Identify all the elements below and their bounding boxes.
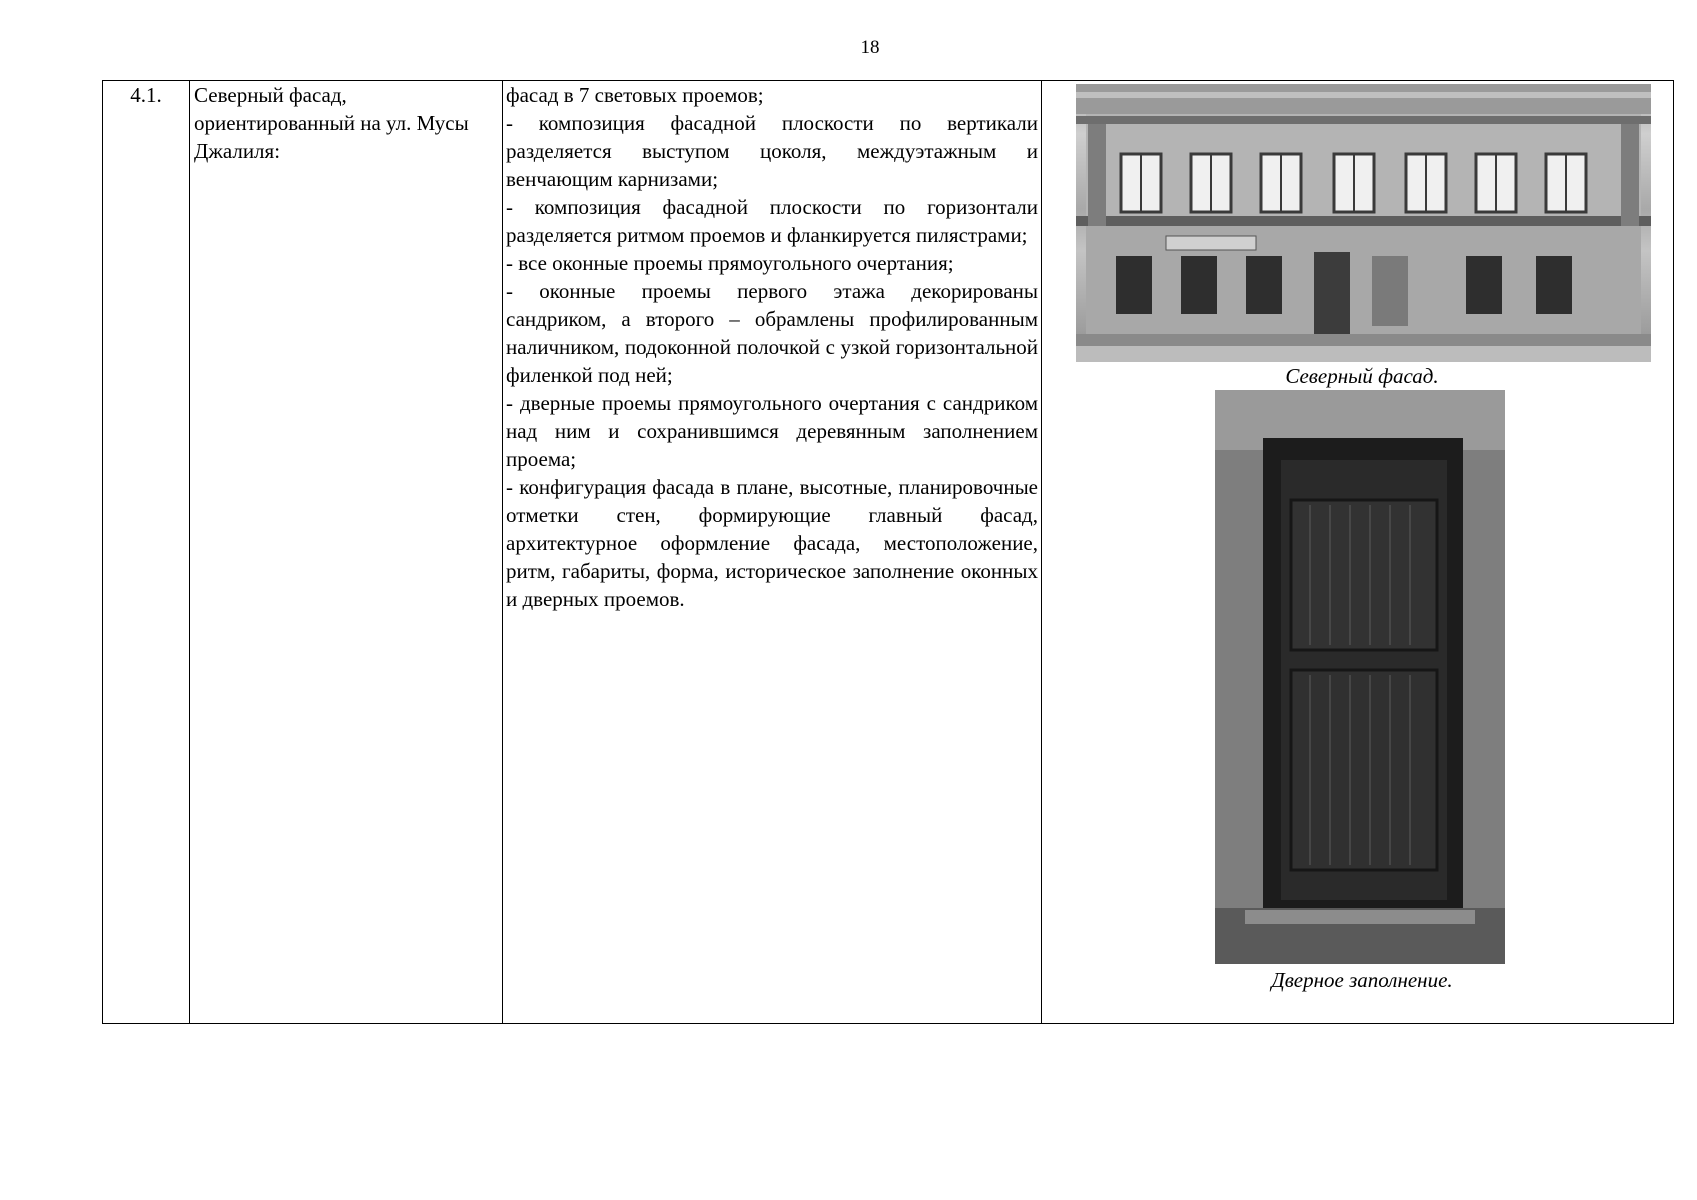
door-filling-photo [1215,390,1505,964]
description-line: - все оконные проемы прямоугольного очертания; [506,251,954,275]
description-line: - композиция фасадной плоскости по вертикали разделяется выступом цоколя, междуэтажным и венчающим карнизами; [506,111,1038,191]
table-row [103,81,1674,1024]
north-facade-caption: Северный фасад. [1285,364,1439,388]
description-line: - оконные проемы первого этажа декорированы сандриком, а второго – обрамлены профилированным наличником, подоконной полочкой с узкой горизонтальной филенкой под ней; [506,279,1038,387]
north-facade-photo [1076,84,1651,362]
page-number: 18 [860,37,880,58]
row-item-name: Северный фасад, ориентированный на ул. Мусы Джалиля: [190,81,503,1024]
description-line: - конфигурация фасада в плане, высотные, планировочные отметки стен, формирующие главный фасад, архитектурное оформление фасада, местоположение, ритм, габариты, форма, историческое заполнение оконных и дверных проемов. [506,475,1038,611]
row-photos [1042,81,1674,1024]
row-description [503,81,1042,1024]
door-filling-caption: Дверное заполнение. [1271,968,1453,992]
specification-table [102,80,1674,1024]
description-line: - композиция фасадной плоскости по горизонтали разделяется ритмом проемов и фланкируется пилястрами; [506,195,1038,247]
row-number: 4.1. [103,81,190,1024]
description-line: фасад в 7 световых проемов; [506,83,764,107]
description-line: - дверные проемы прямоугольного очертания с сандриком над ним и сохранившимся деревянным заполнением проема; [506,391,1038,471]
